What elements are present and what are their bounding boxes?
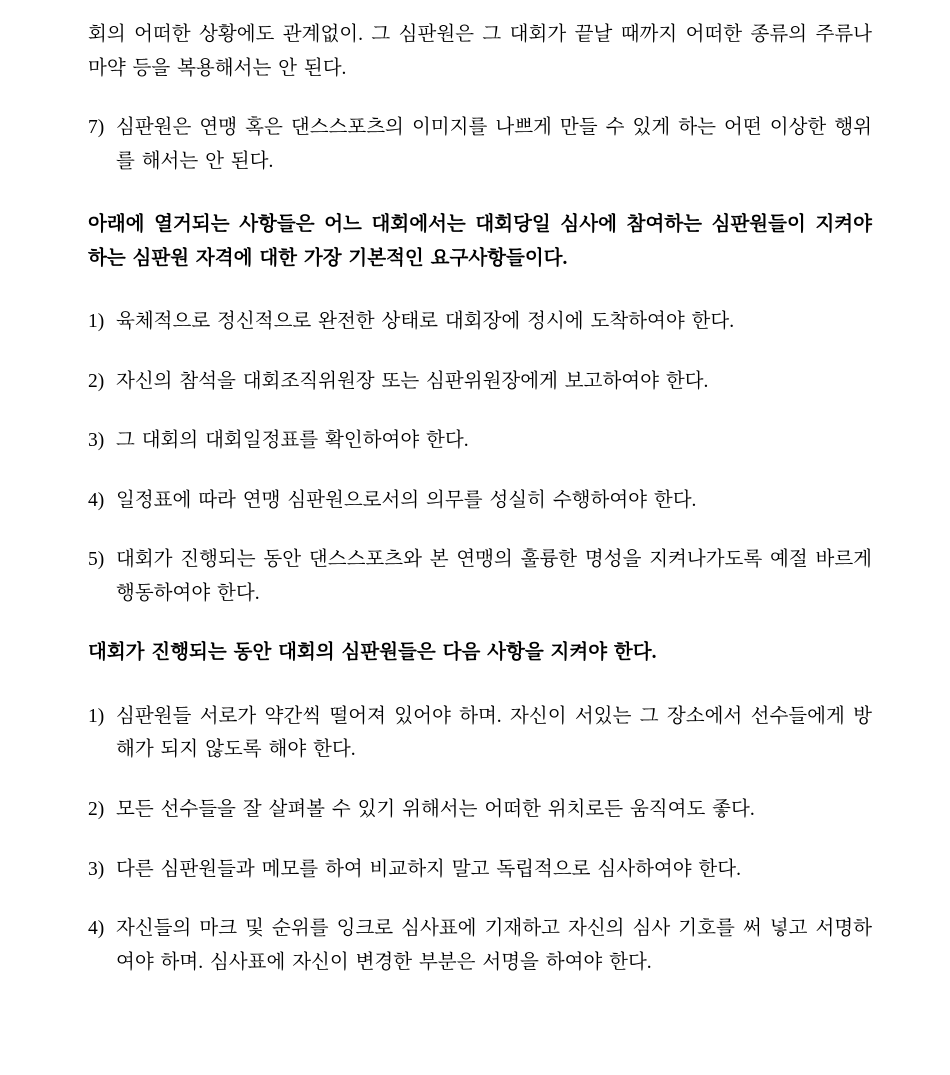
paragraph-continuation bbox=[88, 18, 872, 85]
paragraph-text: 자신의 참석을 대회조직위원장 또는 심판위원장에게 보고하여야 한다. bbox=[116, 370, 709, 392]
section-heading-judge-requirements bbox=[88, 208, 872, 275]
list-marker: 2) bbox=[88, 798, 105, 820]
list-marker: 3) bbox=[88, 858, 105, 880]
list-item-during-1 bbox=[88, 700, 872, 767]
paragraph-text: 심판원은 연맹 혹은 댄스스포츠의 이미지를 나쁘게 만들 수 있게 하는 어떤 이상한 행위를 해서는 안 된다. bbox=[116, 117, 872, 172]
list-item-during-3 bbox=[88, 853, 872, 887]
paragraph-text: 모든 선수들을 잘 살펴볼 수 있기 위해서는 어떠한 위치로든 움직여도 좋다. bbox=[116, 798, 755, 820]
list-marker: 2) bbox=[88, 370, 105, 392]
section-heading-during-competition bbox=[88, 636, 872, 670]
paragraph-text: 심판원들 서로가 약간씩 떨어져 있어야 하며. 자신이 서있는 그 장소에서 선수들에게 방해가 되지 않도록 해야 한다. bbox=[116, 705, 872, 761]
list-marker: 5) bbox=[88, 549, 105, 571]
list-marker: 3) bbox=[88, 430, 105, 452]
paragraph-text: 다른 심판원들과 메모를 하여 비교하지 말고 독립적으로 심사하여야 한다. bbox=[116, 858, 741, 880]
paragraph-text: 대회가 진행되는 동안 댄스스포츠와 본 연맹의 훌륭한 명성을 지켜나가도록 예절 바르게 행동하여야 한다. bbox=[116, 549, 872, 604]
paragraph-text: 육체적으로 정신적으로 완전한 상태로 대회장에 정시에 도착하여야 한다. bbox=[116, 311, 735, 333]
list-item-req-1 bbox=[88, 305, 872, 339]
list-marker: 4) bbox=[88, 918, 105, 940]
paragraph-text: 일정표에 따라 연맹 심판원으로서의 의무를 성실히 수행하여야 한다. bbox=[116, 489, 697, 511]
list-item-rule-7 bbox=[88, 111, 872, 178]
list-marker: 1) bbox=[88, 705, 105, 727]
heading-text: 대회가 진행되는 동안 대회의 심판원들은 다음 사항을 지켜야 한다. bbox=[88, 642, 657, 664]
list-item-req-2 bbox=[88, 365, 872, 399]
heading-text: 아래에 열거되는 사항들은 어느 대회에서는 대회당일 심사에 참여하는 심판원들이 지켜야 하는 심판원 자격에 대한 가장 기본적인 요구사항들이다. bbox=[88, 214, 872, 269]
list-item-req-4 bbox=[88, 484, 872, 518]
list-item-during-4 bbox=[88, 912, 872, 979]
list-marker: 7) bbox=[88, 117, 105, 139]
paragraph-text: 회의 어떠한 상황에도 관계없이. 그 심판원은 그 대회가 끝날 때까지 어떠한 종류의 주류나 마약 등을 복용해서는 안 된다. bbox=[88, 24, 872, 79]
list-marker: 1) bbox=[88, 311, 105, 333]
list-item-during-2 bbox=[88, 793, 872, 827]
paragraph-text: 자신들의 마크 및 순위를 잉크로 심사표에 기재하고 자신의 심사 기호를 써 넣고 서명하여야 하며. 심사표에 자신이 변경한 부분은 서명을 하여야 한다. bbox=[116, 918, 872, 973]
list-item-req-5 bbox=[88, 543, 872, 610]
list-item-req-3 bbox=[88, 424, 872, 458]
list-marker: 4) bbox=[88, 489, 105, 511]
paragraph-text: 그 대회의 대회일정표를 확인하여야 한다. bbox=[116, 430, 469, 452]
